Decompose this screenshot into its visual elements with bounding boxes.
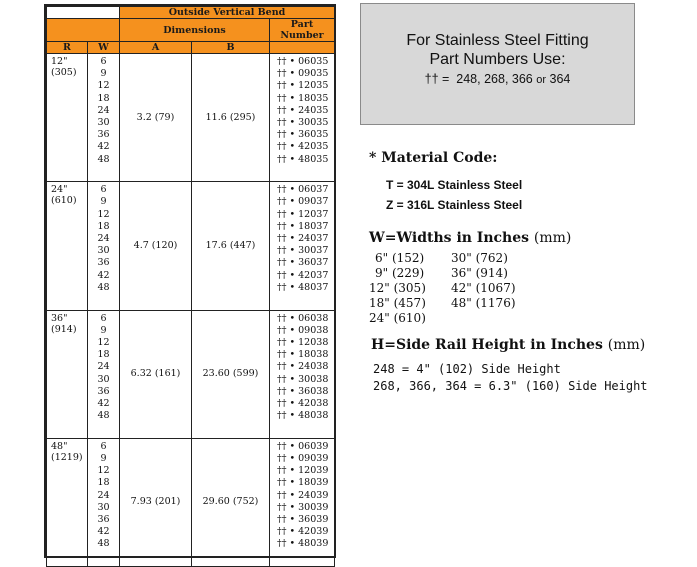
width-value: 12 bbox=[97, 465, 110, 477]
width-value: 30 bbox=[97, 245, 110, 257]
part-number: †† • 24039 bbox=[277, 489, 329, 501]
width-value: 36 bbox=[97, 129, 110, 141]
header-r: R bbox=[47, 42, 88, 54]
width-value: 36 bbox=[97, 513, 110, 525]
width-value: 9 bbox=[100, 196, 107, 208]
part-number: †† • 48037 bbox=[277, 281, 329, 293]
note-codes-last: 364 bbox=[549, 72, 571, 86]
note-title bbox=[361, 31, 634, 69]
width-cell bbox=[88, 182, 120, 310]
width-value: 30 bbox=[97, 501, 110, 513]
width-cell bbox=[88, 310, 120, 438]
header-outside-vertical-bend: Outside Vertical Bend bbox=[120, 7, 335, 19]
material-item-z: Z = 316L Stainless Steel bbox=[386, 198, 523, 212]
width-value: 12 bbox=[97, 336, 110, 348]
table-row bbox=[47, 182, 335, 310]
radius-mm: (914) bbox=[51, 323, 77, 335]
width-value: 48 bbox=[97, 153, 110, 165]
widths-heading bbox=[369, 230, 571, 246]
header-a: A bbox=[120, 42, 192, 54]
width-item: 48" (1176) bbox=[451, 296, 516, 310]
part-number: †† • 48038 bbox=[277, 410, 329, 422]
width-item: 18" (457) bbox=[369, 296, 426, 310]
part-number: †† • 24038 bbox=[277, 361, 329, 373]
dimension-a-cell: 6.32 (161) bbox=[120, 310, 192, 438]
part-number: †† • 24035 bbox=[277, 104, 329, 116]
width-value: 12 bbox=[97, 208, 110, 220]
width-value: 42 bbox=[97, 397, 110, 409]
radius-cell bbox=[47, 54, 88, 182]
part-number: †† • 18035 bbox=[277, 92, 329, 104]
width-value: 9 bbox=[100, 452, 107, 464]
part-number: †† • 06037 bbox=[277, 184, 329, 196]
width-value: 48 bbox=[97, 410, 110, 422]
part-number: †† • 06035 bbox=[277, 56, 329, 67]
part-number-cell bbox=[270, 310, 335, 438]
part-number: †† • 30035 bbox=[277, 117, 329, 129]
radius-inches: 36" bbox=[51, 312, 68, 324]
part-number: †† • 36037 bbox=[277, 257, 329, 269]
dimension-a-cell: 7.93 (201) bbox=[120, 438, 192, 566]
width-value: 48 bbox=[97, 538, 110, 550]
part-number: †† • 48035 bbox=[277, 153, 329, 165]
part-number: †† • 18038 bbox=[277, 349, 329, 361]
part-number: †† • 09037 bbox=[277, 196, 329, 208]
width-cell bbox=[88, 438, 120, 566]
width-value: 36 bbox=[97, 385, 110, 397]
widths-heading-text: W=Widths in Inches bbox=[369, 230, 530, 246]
dimension-a-cell: 4.7 (120) bbox=[120, 182, 192, 310]
part-number: †† • 36035 bbox=[277, 129, 329, 141]
part-number-cell bbox=[270, 182, 335, 310]
part-number: †† • 42037 bbox=[277, 269, 329, 281]
dimension-b-cell: 23.60 (599) bbox=[192, 310, 270, 438]
width-value: 24 bbox=[97, 361, 110, 373]
width-value: 6 bbox=[100, 312, 107, 324]
header-w: W bbox=[88, 42, 120, 54]
header-part-spacer bbox=[270, 42, 335, 54]
width-value: 42 bbox=[97, 269, 110, 281]
part-number: †† • 18037 bbox=[277, 220, 329, 232]
part-number: †† • 36039 bbox=[277, 513, 329, 525]
part-number: †† • 09038 bbox=[277, 324, 329, 336]
width-item: 36" (914) bbox=[451, 266, 508, 280]
table-row bbox=[47, 310, 335, 438]
header-blank bbox=[47, 7, 120, 19]
part-number: †† • 06038 bbox=[277, 312, 329, 324]
bend-dimensions-table bbox=[44, 4, 336, 558]
note-line2: Part Numbers Use: bbox=[429, 51, 566, 68]
part-number: †† • 12037 bbox=[277, 208, 329, 220]
radius-inches: 12" bbox=[51, 56, 68, 67]
header-part-line2: Number bbox=[280, 30, 324, 41]
material-code-heading: * Material Code: bbox=[369, 150, 498, 166]
height-item-248: 248 = 4" (102) Side Height bbox=[373, 362, 561, 376]
width-value: 42 bbox=[97, 141, 110, 153]
width-value: 24 bbox=[97, 233, 110, 245]
widths-heading-unit: (mm) bbox=[533, 230, 572, 246]
radius-mm: (1219) bbox=[51, 451, 83, 463]
height-heading-unit: (mm) bbox=[607, 337, 646, 353]
radius-cell bbox=[47, 182, 88, 310]
part-number: †† • 42038 bbox=[277, 397, 329, 409]
width-value: 30 bbox=[97, 373, 110, 385]
part-number: †† • 42039 bbox=[277, 526, 329, 538]
dimension-b-cell: 17.6 (447) bbox=[192, 182, 270, 310]
part-number-cell bbox=[270, 54, 335, 182]
width-value: 24 bbox=[97, 489, 110, 501]
part-number: †† • 12038 bbox=[277, 336, 329, 348]
width-value: 6 bbox=[100, 440, 107, 452]
width-item: 30" (762) bbox=[451, 251, 508, 265]
header-rw-spacer bbox=[47, 19, 120, 42]
table-row bbox=[47, 438, 335, 566]
part-number: †† • 12039 bbox=[277, 465, 329, 477]
width-value: 42 bbox=[97, 526, 110, 538]
width-value: 18 bbox=[97, 477, 110, 489]
stainless-fitting-note bbox=[360, 3, 635, 125]
header-part-number bbox=[270, 19, 335, 42]
dimension-b-cell: 11.6 (295) bbox=[192, 54, 270, 182]
part-number: †† • 06039 bbox=[277, 440, 329, 452]
part-number: †† • 09039 bbox=[277, 452, 329, 464]
height-heading bbox=[371, 337, 645, 353]
part-number: †† • 36038 bbox=[277, 385, 329, 397]
radius-inches: 48" bbox=[51, 440, 68, 452]
width-item: 42" (1067) bbox=[451, 281, 516, 295]
part-number: †† • 30037 bbox=[277, 245, 329, 257]
width-value: 12 bbox=[97, 80, 110, 92]
note-codes-or: or bbox=[536, 74, 547, 86]
width-value: 9 bbox=[100, 324, 107, 336]
width-value: 18 bbox=[97, 220, 110, 232]
height-item-268-366-364: 268, 366, 364 = 6.3" (160) Side Height bbox=[373, 379, 648, 393]
width-value: 24 bbox=[97, 104, 110, 116]
part-number: †† • 24037 bbox=[277, 233, 329, 245]
width-cell bbox=[88, 54, 120, 182]
height-heading-text: H=Side Rail Height in Inches bbox=[371, 337, 603, 353]
width-item: 24" (610) bbox=[369, 311, 426, 325]
dimension-b-cell: 29.60 (752) bbox=[192, 438, 270, 566]
table-row bbox=[47, 54, 335, 182]
part-number: †† • 12035 bbox=[277, 80, 329, 92]
width-value: 6 bbox=[100, 56, 107, 67]
width-item: 9" (229) bbox=[375, 266, 425, 280]
header-b: B bbox=[192, 42, 270, 54]
part-number-cell bbox=[270, 438, 335, 566]
width-value: 30 bbox=[97, 117, 110, 129]
table-body bbox=[47, 54, 335, 567]
width-value: 6 bbox=[100, 184, 107, 196]
width-item: 6" (152) bbox=[375, 251, 425, 265]
width-value: 18 bbox=[97, 92, 110, 104]
radius-mm: (610) bbox=[51, 195, 77, 207]
dimension-a-cell: 3.2 (79) bbox=[120, 54, 192, 182]
part-number: †† • 42035 bbox=[277, 141, 329, 153]
radius-inches: 24" bbox=[51, 184, 68, 196]
note-codes bbox=[361, 72, 634, 86]
part-number: †† • 30039 bbox=[277, 501, 329, 513]
note-line1: For Stainless Steel Fitting bbox=[406, 32, 589, 49]
header-part-line1: Part bbox=[290, 19, 314, 30]
width-value: 48 bbox=[97, 281, 110, 293]
width-value: 9 bbox=[100, 68, 107, 80]
radius-cell bbox=[47, 310, 88, 438]
width-item: 12" (305) bbox=[369, 281, 426, 295]
note-codes-symbol: †† = bbox=[424, 72, 450, 86]
width-value: 18 bbox=[97, 349, 110, 361]
part-number: †† • 48039 bbox=[277, 538, 329, 550]
part-number: †† • 09035 bbox=[277, 68, 329, 80]
radius-cell bbox=[47, 438, 88, 566]
width-value: 36 bbox=[97, 257, 110, 269]
header-dimensions: Dimensions bbox=[120, 19, 270, 42]
note-codes-list: 248, 268, 366 bbox=[456, 72, 533, 86]
part-number: †† • 18039 bbox=[277, 477, 329, 489]
part-number: †† • 30038 bbox=[277, 373, 329, 385]
material-item-t: T = 304L Stainless Steel bbox=[386, 178, 523, 192]
radius-mm: (305) bbox=[51, 67, 77, 78]
